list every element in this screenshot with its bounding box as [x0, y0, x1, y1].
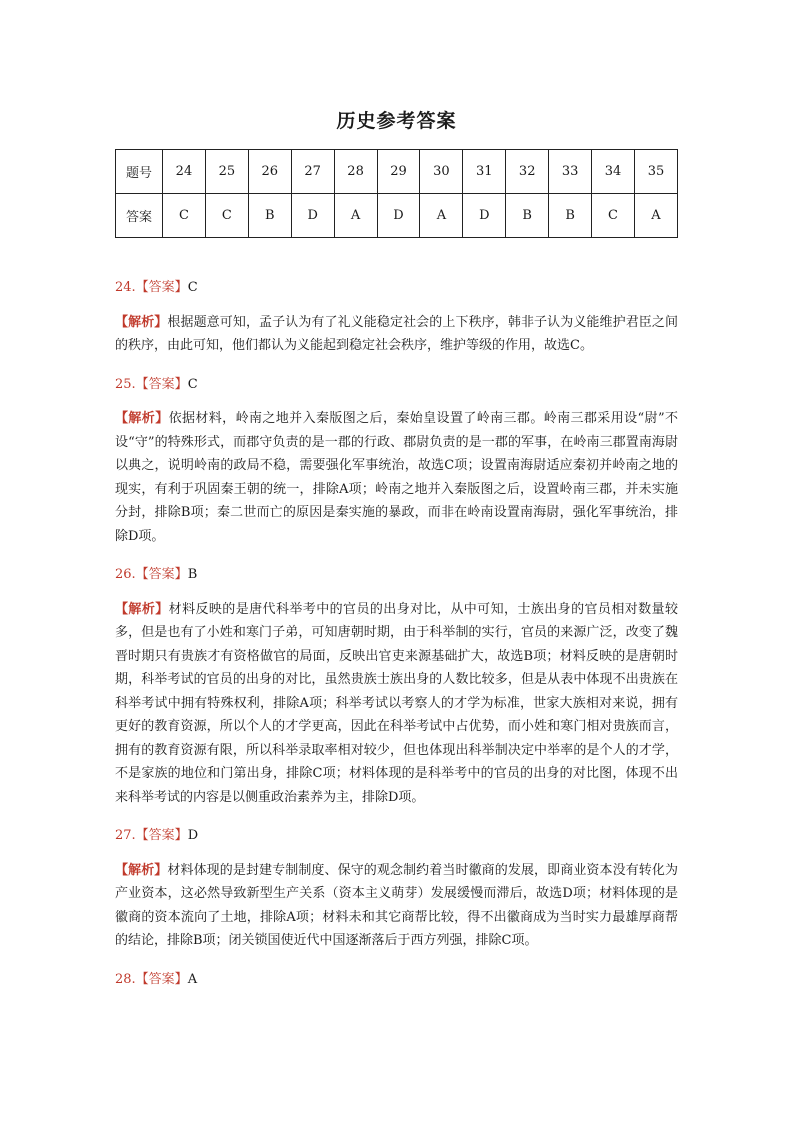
analysis-tag: 【解析】: [115, 411, 169, 426]
question-number-cell: 32: [506, 150, 549, 194]
answer-heading-27: [115, 824, 678, 848]
answer-label: 24.【答案】: [115, 280, 188, 295]
answer-label: 27.【答案】: [115, 828, 188, 843]
answer-table: [115, 149, 678, 238]
analysis-tag: 【解析】: [115, 862, 168, 878]
answer-cell: A: [420, 194, 463, 238]
answer-label: 25.【答案】: [115, 376, 188, 392]
answer-cell: C: [163, 194, 206, 238]
answer-letter: D: [187, 828, 199, 843]
analysis-text: 材料反映的是唐代科举考中的官员的出身对比，从中可知，士族出身的官员相对数量较多，但是也有了小姓和寒门子弟，可知唐朝时期，由于科举制的实行，官员的来源广泛，改变了魏晋时期只有贵族才有资格做官的局面，反映出官吏来源基础扩大，故选B项；材料反映的是唐朝时期，科举考试的官员的出身的对比，虽然贵族士族出身的人数比较多，但是从表中体现不出贵族在科举考试中拥有特殊权利，排除A项；科举考试以考察人的才学为标准，世家大族相对来说，拥有更好的教育资源，所以个人的才学更高，因此在科举考试中占优势，而小姓和寒门相对贵族而言，拥有的教育资源有限，所以科举录取率相对较少，但也体现出科举制决定中举率的是个人的才学，不是家族的地位和门第出身，排除C项；材料体现的是科举考中的官员的出身的对比图，体现不出来科举考试的内容是以侧重政治素养为主，排除D项。: [115, 601, 678, 805]
question-number-cell: 24: [163, 150, 206, 194]
answer-cell: B: [248, 194, 291, 238]
answer-heading-25: [115, 373, 678, 397]
answer-label: 28.【答案】: [115, 971, 188, 987]
question-number-cell: 35: [634, 150, 677, 194]
answer-heading-26: [115, 563, 678, 587]
question-number-cell: 31: [463, 150, 506, 194]
answer-letter: C: [187, 376, 198, 392]
answer-cell: D: [291, 194, 334, 238]
analysis-26: [115, 598, 678, 810]
answer-row: [116, 194, 678, 238]
analysis-text: 材料体现的是封建专制制度、保守的观念制约着当时徽商的发展，即商业资本没有转化为产业资本，这必然导致新型生产关系（资本主义萌芽）发展缓慢而滞后，故选D项；材料体现的是徽商的资本流向了土地，排除A项；材料未和其它商帮比较，得不出徽商成为当时实力最雄厚商帮的结论，排除B项；闭关锁国使近代中国逐渐落后于西方列强，排除C项。: [115, 862, 678, 948]
answer-heading-24: [115, 276, 678, 300]
analysis-25: [115, 407, 678, 548]
explanations: [115, 276, 678, 991]
answer-cell: A: [634, 194, 677, 238]
question-number-cell: 25: [205, 150, 248, 194]
answer-label: 26.【答案】: [115, 567, 188, 582]
analysis-tag: 【解析】: [115, 601, 169, 617]
answer-letter: B: [187, 567, 198, 582]
answer-cell: C: [205, 194, 248, 238]
question-number-cell: 34: [592, 150, 635, 194]
answer-cell: B: [506, 194, 549, 238]
row-label-answer: 答案: [116, 194, 163, 238]
answer-letter: C: [187, 280, 198, 295]
question-number-cell: 28: [334, 150, 377, 194]
answer-cell: B: [549, 194, 592, 238]
analysis-tag: 【解析】: [115, 314, 168, 330]
answer-cell: D: [463, 194, 506, 238]
analysis-24: [115, 311, 678, 358]
answer-cell: C: [592, 194, 635, 238]
answer-heading-28: [115, 968, 678, 992]
question-number-cell: 27: [291, 150, 334, 194]
analysis-text: 根据题意可知，孟子认为有了礼义能稳定社会的上下秩序，韩非子认为义能维护君臣之间的秩序，由此可知，他们都认为义能起到稳定社会秩序，维护等级的作用，故选C。: [115, 314, 678, 353]
row-label-number: 题号: [116, 150, 163, 194]
analysis-text: 依据材料，岭南之地并入秦版图之后，秦始皇设置了岭南三郡。岭南三郡采用设“尉”不设“守”的特殊形式，而郡守负责的是一郡的行政、郡尉负责的是一郡的军事，在岭南三郡置南海尉以典之，说明岭南的政局不稳，需要强化军事统治，故选C项；设置南海尉适应秦初并岭南之地的现实，有利于巩固秦王朝的统一，排除A项；岭南之地并入秦版图之后，设置岭南三郡，并未实施分封，排除B项；秦二世而亡的原因是秦实施的暴政，而非在岭南设置南海尉，强化军事统治，排除D项。: [115, 411, 678, 544]
answer-cell: D: [377, 194, 420, 238]
answer-letter: A: [187, 971, 198, 987]
question-number-cell: 33: [549, 150, 592, 194]
page-title: 历史参考答案: [336, 110, 457, 132]
question-number-cell: 30: [420, 150, 463, 194]
analysis-27: [115, 859, 678, 953]
question-number-row: [116, 150, 678, 194]
question-number-cell: 29: [377, 150, 420, 194]
answer-cell: A: [334, 194, 377, 238]
question-number-cell: 26: [248, 150, 291, 194]
